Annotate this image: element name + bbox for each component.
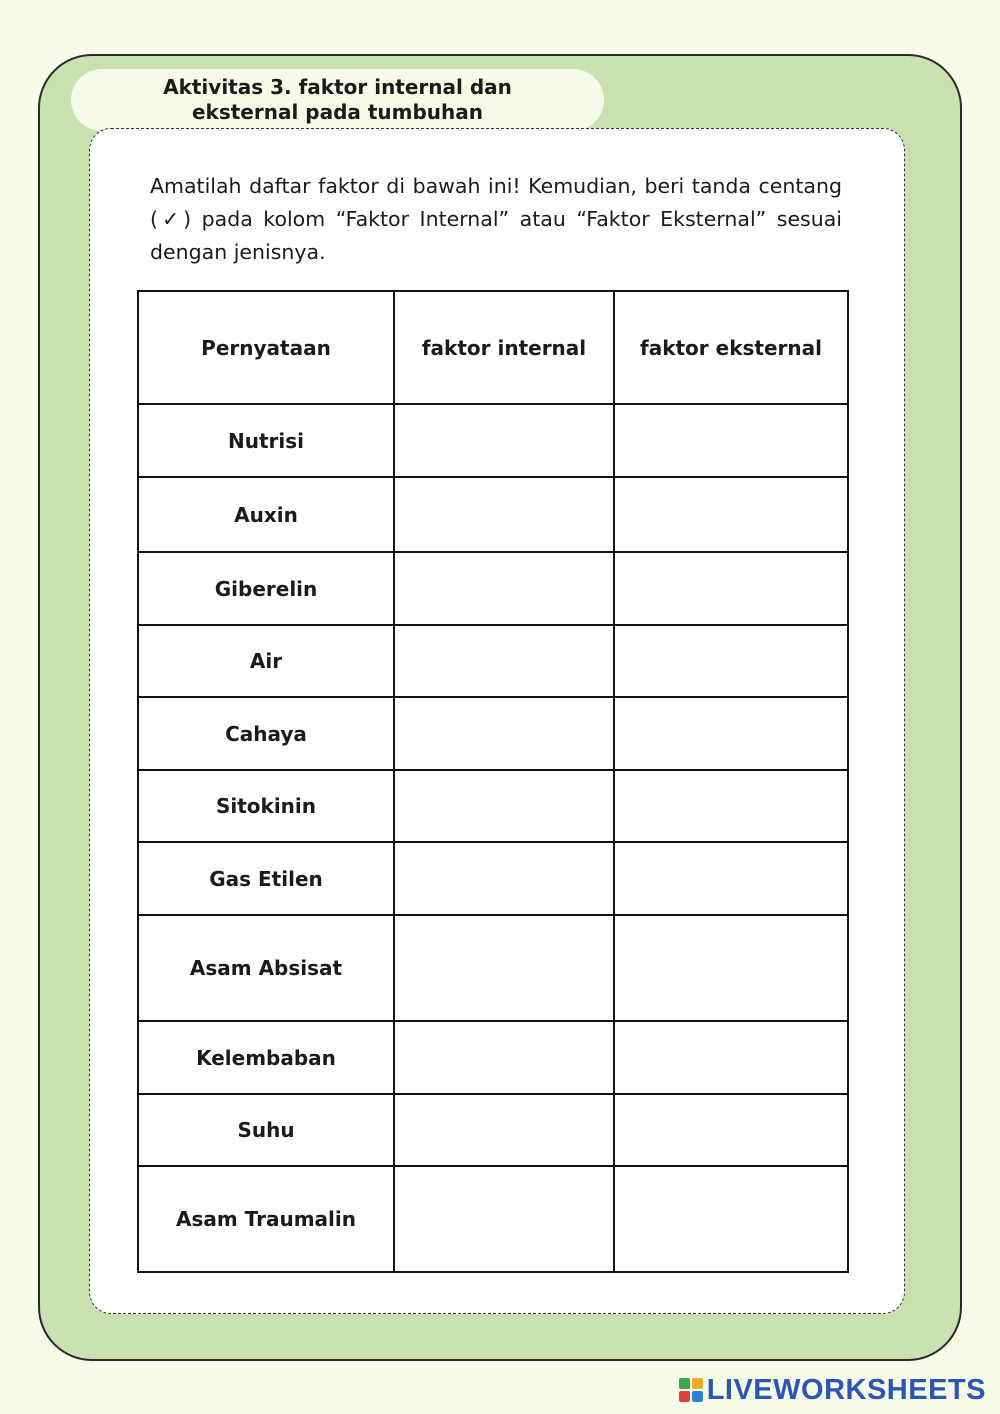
external-checkbox-cell[interactable] bbox=[614, 1094, 848, 1166]
external-checkbox-cell[interactable] bbox=[614, 1021, 848, 1094]
logo-square-i bbox=[692, 1378, 703, 1389]
internal-checkbox-cell[interactable] bbox=[394, 552, 614, 625]
row-statement: Suhu bbox=[138, 1094, 394, 1166]
internal-checkbox-cell[interactable] bbox=[394, 842, 614, 915]
row-statement: Giberelin bbox=[138, 552, 394, 625]
logo-square-v bbox=[679, 1391, 690, 1402]
internal-checkbox-cell[interactable] bbox=[394, 1021, 614, 1094]
table-row bbox=[138, 1094, 848, 1166]
internal-checkbox-cell[interactable] bbox=[394, 404, 614, 477]
row-statement: Asam Absisat bbox=[138, 915, 394, 1021]
logo-square-e bbox=[692, 1391, 703, 1402]
external-checkbox-cell[interactable] bbox=[614, 625, 848, 697]
internal-checkbox-cell[interactable] bbox=[394, 915, 614, 1021]
table-row bbox=[138, 625, 848, 697]
header-statement: Pernyataan bbox=[138, 291, 394, 404]
external-checkbox-cell[interactable] bbox=[614, 404, 848, 477]
activity-title bbox=[71, 69, 604, 131]
liveworksheets-logo bbox=[679, 1372, 986, 1408]
row-statement: Gas Etilen bbox=[138, 842, 394, 915]
logo-mark-icon bbox=[679, 1378, 703, 1402]
external-checkbox-cell[interactable] bbox=[614, 552, 848, 625]
table-header-row bbox=[138, 291, 848, 404]
row-statement: Kelembaban bbox=[138, 1021, 394, 1094]
row-statement: Sitokinin bbox=[138, 770, 394, 842]
row-statement: Asam Traumalin bbox=[138, 1166, 394, 1272]
internal-checkbox-cell[interactable] bbox=[394, 1094, 614, 1166]
logo-text: LIVEWORKSHEETS bbox=[706, 1373, 986, 1406]
internal-checkbox-cell[interactable] bbox=[394, 770, 614, 842]
internal-checkbox-cell[interactable] bbox=[394, 625, 614, 697]
instruction-text: Amatilah daftar faktor di bawah ini! Kemudian, beri tanda centang (✓) pada kolom “Faktor Internal” atau “Faktor Eksternal” sesuai dengan jenisnya. bbox=[150, 174, 842, 264]
header-external: faktor eksternal bbox=[614, 291, 848, 404]
row-statement: Air bbox=[138, 625, 394, 697]
table-row bbox=[138, 477, 848, 552]
table-row bbox=[138, 1021, 848, 1094]
external-checkbox-cell[interactable] bbox=[614, 477, 848, 552]
logo-square-l bbox=[679, 1378, 690, 1389]
table-row bbox=[138, 552, 848, 625]
internal-checkbox-cell[interactable] bbox=[394, 697, 614, 770]
table-row bbox=[138, 915, 848, 1021]
table-row bbox=[138, 842, 848, 915]
activity-title-line-2: eksternal pada tumbuhan bbox=[191, 100, 484, 124]
internal-checkbox-cell[interactable] bbox=[394, 1166, 614, 1272]
row-statement: Nutrisi bbox=[138, 404, 394, 477]
external-checkbox-cell[interactable] bbox=[614, 842, 848, 915]
header-internal: faktor internal bbox=[394, 291, 614, 404]
table-row bbox=[138, 697, 848, 770]
external-checkbox-cell[interactable] bbox=[614, 770, 848, 842]
row-statement: Auxin bbox=[138, 477, 394, 552]
external-checkbox-cell[interactable] bbox=[614, 915, 848, 1021]
table-row bbox=[138, 1166, 848, 1272]
table-row bbox=[138, 770, 848, 842]
row-statement: Cahaya bbox=[138, 697, 394, 770]
activity-title-line-1: Aktivitas 3. faktor internal dan bbox=[163, 75, 512, 99]
external-checkbox-cell[interactable] bbox=[614, 697, 848, 770]
factor-table bbox=[137, 290, 849, 1273]
table-row bbox=[138, 404, 848, 477]
external-checkbox-cell[interactable] bbox=[614, 1166, 848, 1272]
internal-checkbox-cell[interactable] bbox=[394, 477, 614, 552]
